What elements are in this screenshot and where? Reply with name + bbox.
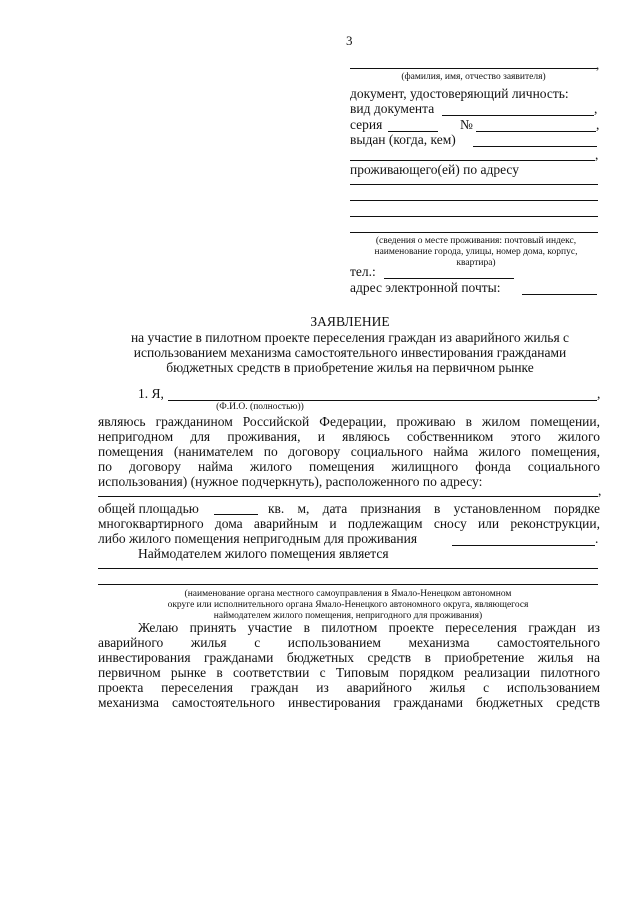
landlord-label: Наймодателем жилого помещения является xyxy=(138,546,389,561)
para1-line-5: использования) (нужное подчеркнуть), расположенного по адресу: xyxy=(98,474,483,489)
title-line-1: на участие в пилотном проекте переселения граждан из аварийного жилья с xyxy=(130,330,570,345)
para1-line-1: являюсь гражданином Российской Федерации, проживаю в жилом помещении, xyxy=(98,414,600,429)
phone-label: тел.: xyxy=(350,264,376,279)
number-field[interactable] xyxy=(476,131,596,132)
email-label: адрес электронной почты: xyxy=(350,280,501,295)
para3-line-2: аварийного жилья с использованием механизма самостоятельного xyxy=(98,635,600,650)
residing-label: проживающего(ей) по адресу xyxy=(350,162,519,177)
para1-line-2: непригодном для проживания, и являюсь собственником этого жилого xyxy=(98,429,600,444)
para3-line-5: проекта переселения граждан из аварийного жилья с использованием xyxy=(98,680,600,695)
email-field[interactable] xyxy=(522,294,597,295)
item-1-label: 1. Я, xyxy=(138,386,164,401)
property-address-field[interactable] xyxy=(98,496,598,497)
address-line-3[interactable] xyxy=(350,216,598,217)
applicant-fio-field[interactable] xyxy=(168,400,597,401)
title-line-2: использованием механизма самостоятельного инвестирования гражданами xyxy=(133,345,567,360)
fio-line[interactable] xyxy=(350,68,597,69)
para3-line-4: первичном рынке в соответствии с Типовым порядком реализации пилотного xyxy=(98,665,600,680)
doc-type-label: вид документа xyxy=(350,101,435,116)
title-line-3: бюджетных средств в приобретение жилья на первичном рынке xyxy=(166,360,534,375)
series-label: серия xyxy=(350,117,383,132)
landlord-field-2[interactable] xyxy=(98,584,598,585)
unfit-date-field[interactable] xyxy=(452,545,595,546)
area-field[interactable] xyxy=(214,514,258,515)
issued-field-2[interactable] xyxy=(350,160,595,161)
area-label: общей площадью xyxy=(98,501,199,516)
para2-line-2: многоквартирного дома аварийным и подлежащим сносу или реконструкции, xyxy=(98,516,600,531)
address-line-4[interactable] xyxy=(350,232,598,233)
doc-type-field[interactable] xyxy=(442,115,594,116)
para3-line-1: Желаю принять участие в пилотном проекте переселения граждан из xyxy=(138,620,600,635)
para3-line-6: механизма самостоятельного инвестирования гражданами бюджетных средств xyxy=(98,695,600,710)
document-page: 3 , (фамилия, имя, отчество заявителя) документ, удостоверяющий личность: вид документа , серия № , выдан (когда, кем) , проживающего(ей) по адресу (сведения о месте проживания: почтовый индекс, наименование города, улицы, номер дома, корпус, квартира) тел.: адрес электронной почты: ЗАЯВЛЕНИЕ на участие в пилотном проекте переселения граждан из аварийного жилья с использованием механизма самостоятельного инвестирования гражданами бюджетных средств в приобретение жилья на первичном рынке 1. Я, , (Ф.И.О. (полностью)) являюсь гражданином Российской Федерации, проживаю в жилом помещении, непригодном для проживания, и являюсь собственником этого жилого помещения (нанимателем по договору социального найма жилого помещения, по договору найма жилого помещения жилищного фонда социального использования) (нужное подчеркнуть), расположенного по адресу: , общей площадью кв. м, дата признания в установленном порядке многоквартирного дома аварийным и подлежащим сносу или реконструкции, либо жилого помещения непригодным для проживания . Наймодателем жилого помещения является (наименование органа местного самоуправления в Ямало-Ненецком автономном округе или исполнительного органа Ямало-Ненецкого автономного округа, являющегося наймодателем жилого помещения, непригодного для проживания) Желаю принять участие в пилотном проекте переселения граждан из аварийного жилья с использованием механизма самостоятельного инвестирования гражданами бюджетных средств в приобретение жилья на первичном рынке в соответствии с Типовым порядком реализации пилотного проекта переселения граждан из аварийного жилья с использованием механизма самостоятельного инвестирования гражданами бюджетных средств xyxy=(0,0,640,905)
para3-line-3: инвестирования гражданами бюджетных средств в приобретение жилья на xyxy=(98,650,600,665)
applicant-fio-caption: (Ф.И.О. (полностью)) xyxy=(216,402,304,412)
fio-caption: (фамилия, имя, отчество заявителя) xyxy=(401,72,546,82)
para1-line-4: по договору найма жилого помещения жилищного фонда социального xyxy=(98,459,600,474)
address-caption: (сведения о месте проживания: почтовый индекс, наименование города, улицы, номер дома, корпус, квартира) xyxy=(374,236,578,268)
para1-line-3: помещения (нанимателем по договору социального найма жилого помещения, xyxy=(98,444,600,459)
address-line-1[interactable] xyxy=(350,184,598,185)
area-line-rest: кв. м, дата признания в установленном порядке xyxy=(268,501,600,516)
doc-label: документ, удостоверяющий личность: xyxy=(350,86,569,101)
issued-field[interactable] xyxy=(473,146,597,147)
page-title: ЗАЯВЛЕНИЕ xyxy=(310,314,390,329)
landlord-field-1[interactable] xyxy=(98,568,598,569)
address-line-2[interactable] xyxy=(350,200,598,201)
page-number: 3 xyxy=(346,33,353,48)
issued-label: выдан (когда, кем) xyxy=(350,132,456,147)
phone-field[interactable] xyxy=(384,278,514,279)
para2-line-3: либо жилого помещения непригодным для проживания xyxy=(98,531,418,546)
landlord-caption: (наименование органа местного самоуправления в Ямало-Ненецком автономном округе или исполнительного органа Ямало-Ненецкого автономного округа, являющегося наймодателем жилого помещения, непригодного для проживания) xyxy=(167,589,529,621)
number-label: № xyxy=(460,117,473,132)
